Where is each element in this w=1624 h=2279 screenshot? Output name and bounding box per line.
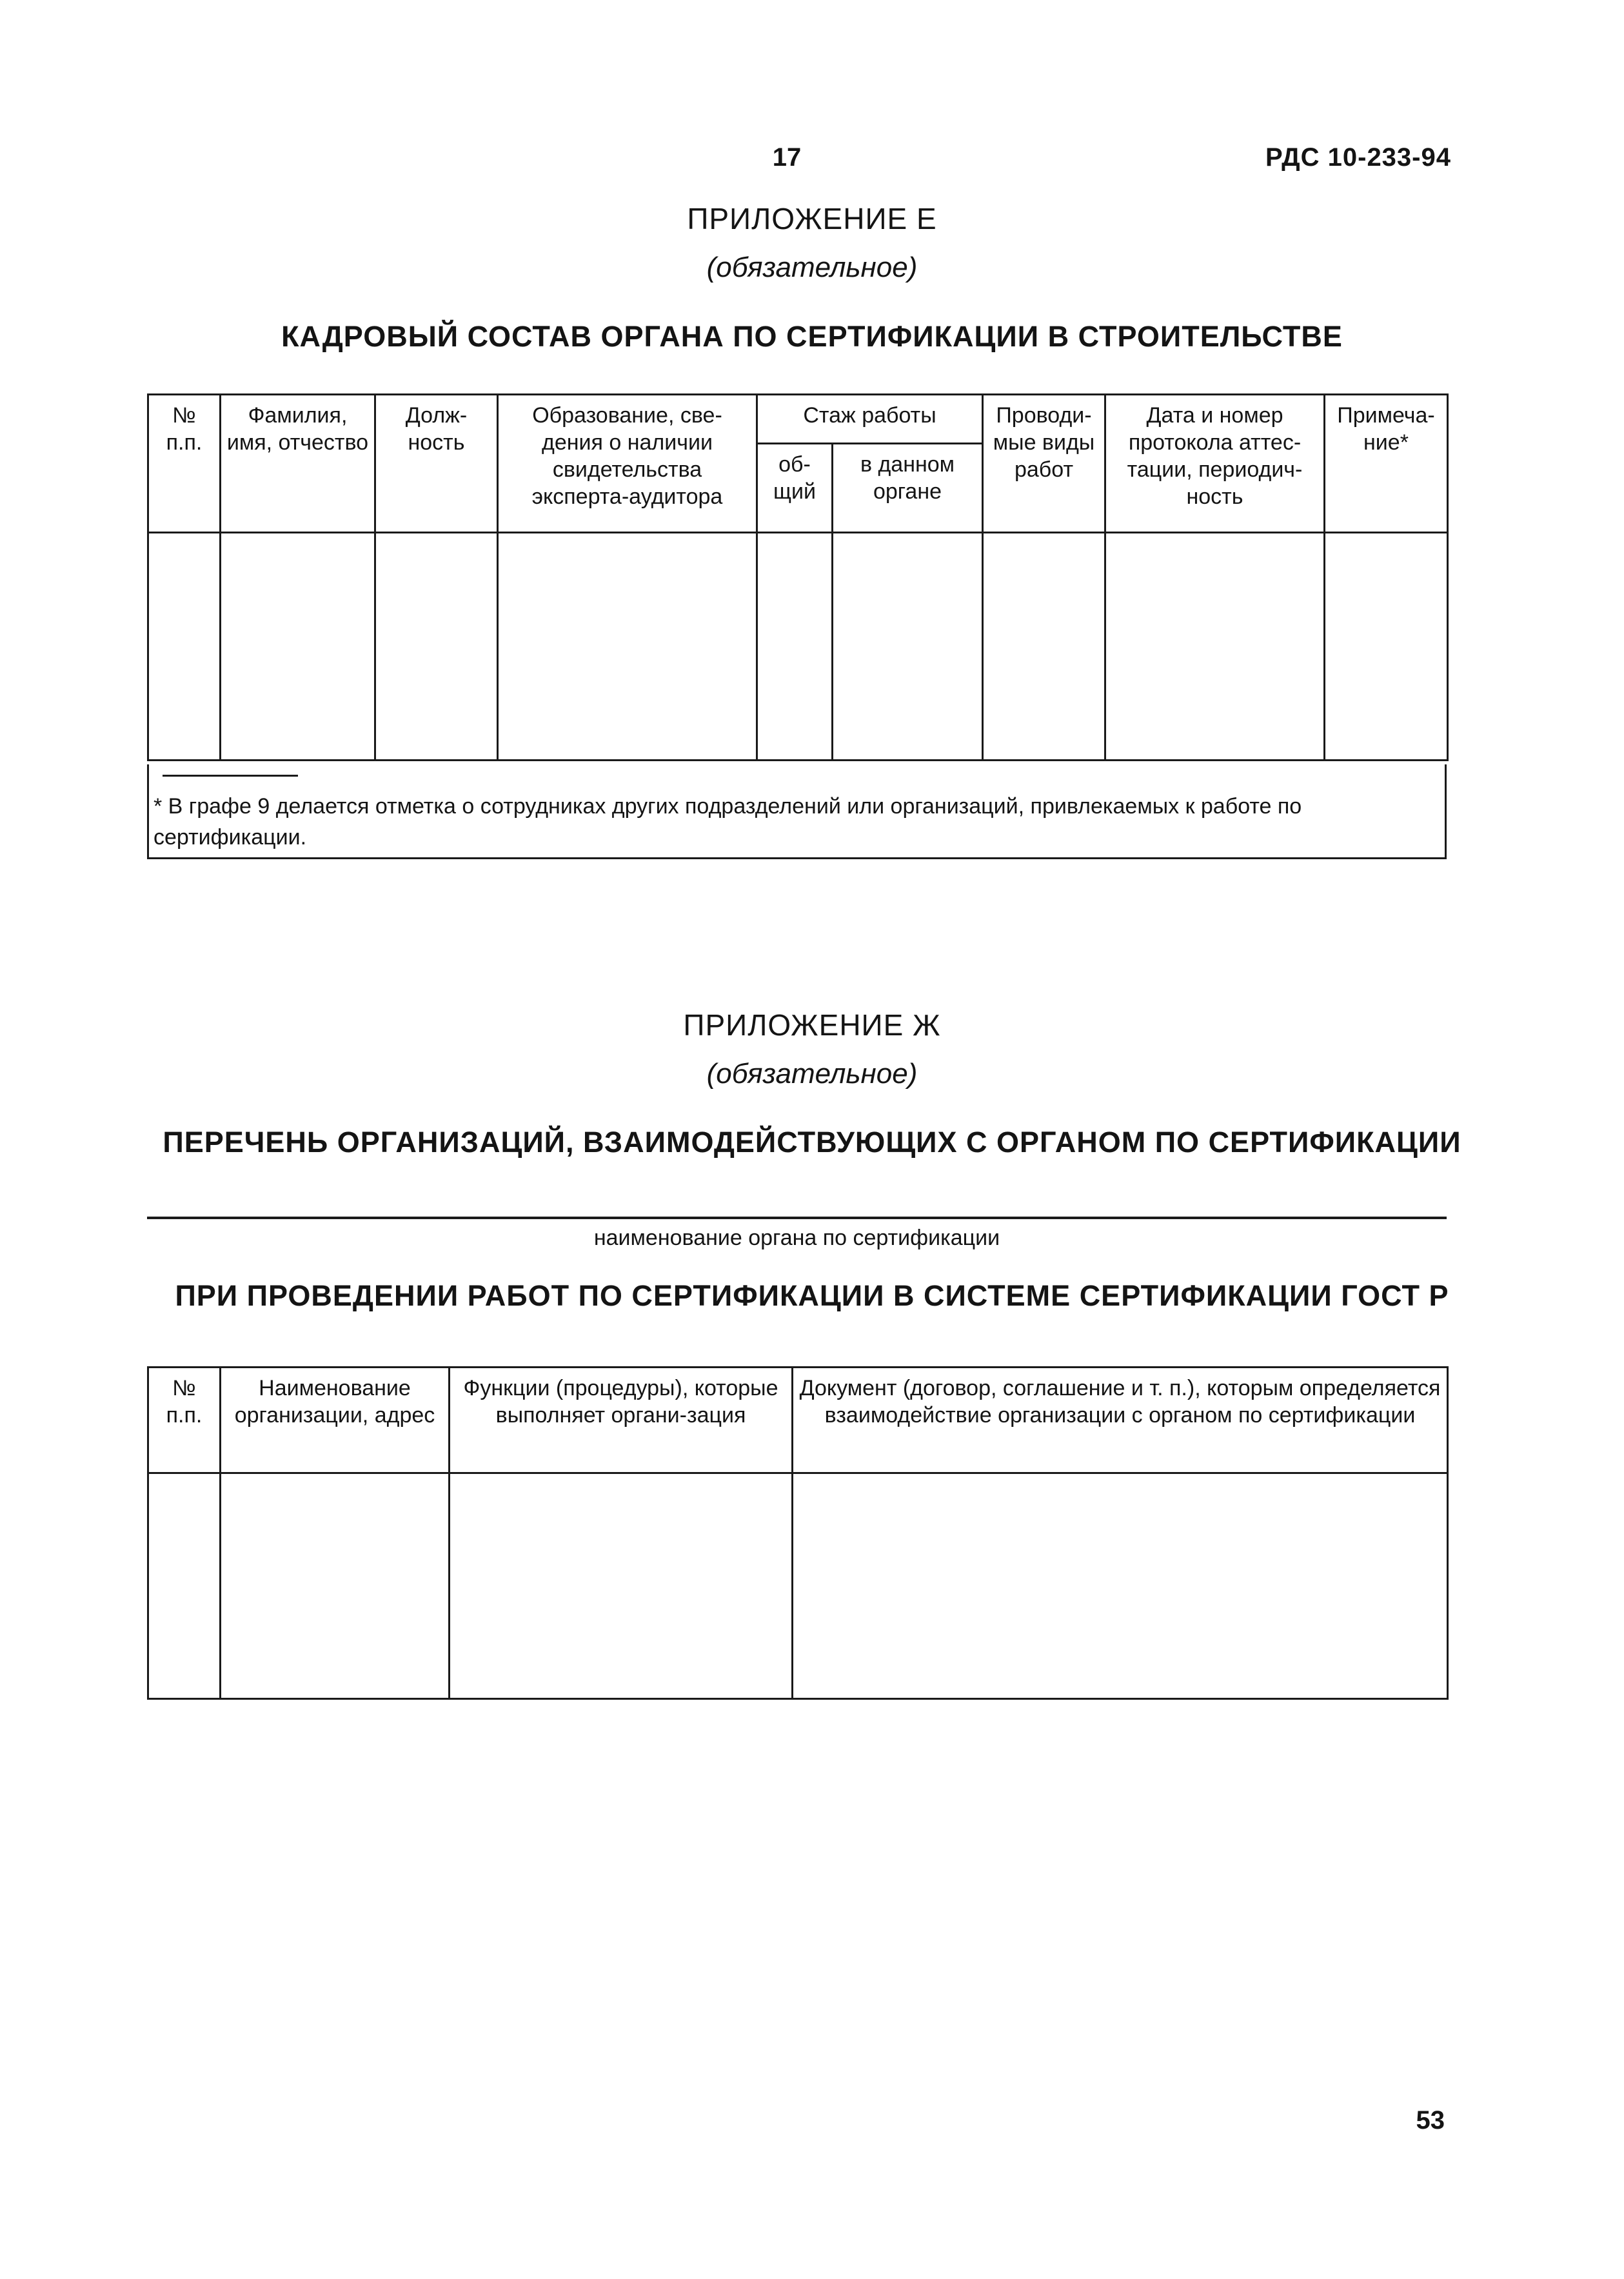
table-cell <box>833 533 983 761</box>
col-header-note: Примеча-ние* <box>1325 395 1448 533</box>
table-cell <box>498 533 757 761</box>
footnote: * В графе 9 делается отметка о сотрудниках других подразделений или организаций, привлекаемых к работе по сертификации. <box>153 794 1302 850</box>
staff-table <box>147 393 1449 761</box>
appendix-e-title: КАДРОВЫЙ СОСТАВ ОРГАНА ПО СЕРТИФИКАЦИИ В СТРОИТЕЛЬСТВЕ <box>281 320 1343 353</box>
col-header-number: № п.п. <box>148 1368 221 1473</box>
page-number-bottom: 53 <box>1416 2106 1445 2135</box>
col-header-name: Фамилия, имя, отчество <box>221 395 375 533</box>
table-cell <box>983 533 1105 761</box>
table-cell <box>1325 533 1448 761</box>
org-name-line <box>147 1217 1447 1219</box>
table-cell <box>148 1473 221 1699</box>
appendix-e-status: (обязательное) <box>706 252 918 283</box>
col-header-work-types: Проводи-мые виды работ <box>983 395 1105 533</box>
table-cell <box>757 533 833 761</box>
org-name-caption: наименование органа по сертификации <box>593 1226 1000 1250</box>
col-header-experience-total: об-щий <box>757 444 833 533</box>
table-row <box>148 1473 1448 1699</box>
col-header-attestation: Дата и номер протокола аттес-тации, периодич-ность <box>1105 395 1325 533</box>
table-cell <box>221 533 375 761</box>
document-number: РДС 10-233-94 <box>1265 143 1451 172</box>
col-header-education: Образование, све-дения о наличии свидетельства эксперта-аудитора <box>498 395 757 533</box>
table-cell <box>221 1473 450 1699</box>
table-cell <box>450 1473 793 1699</box>
appendix-zh-status: (обязательное) <box>706 1058 918 1090</box>
appendix-zh-title: ПЕРЕЧЕНЬ ОРГАНИЗАЦИЙ, ВЗАИМОДЕЙСТВУЮЩИХ С ОРГАНОМ ПО СЕРТИФИКАЦИИ <box>163 1126 1461 1159</box>
col-header-position: Долж-ность <box>375 395 498 533</box>
page-number-top: 17 <box>772 143 802 172</box>
table-cell <box>375 533 498 761</box>
col-header-organization: Наименование организации, адрес <box>221 1368 450 1473</box>
table-cell <box>1105 533 1325 761</box>
col-header-document: Документ (договор, соглашение и т. п.), которым определяется взаимодействие организации с органом по сертификации <box>793 1368 1448 1473</box>
appendix-zh-subtitle: ПРИ ПРОВЕДЕНИИ РАБОТ ПО СЕРТИФИКАЦИИ В СИСТЕМЕ СЕРТИФИКАЦИИ ГОСТ Р <box>175 1279 1449 1312</box>
organizations-table <box>147 1366 1449 1700</box>
table-row <box>148 533 1448 761</box>
appendix-zh-label: ПРИЛОЖЕНИЕ Ж <box>683 1008 941 1042</box>
table-cell <box>148 533 221 761</box>
footnote-divider <box>163 775 298 777</box>
appendix-e-label: ПРИЛОЖЕНИЕ Е <box>687 202 937 235</box>
col-header-experience-org: в данном органе <box>833 444 983 533</box>
col-header-functions: Функции (процедуры), которые выполняет органи-зация <box>450 1368 793 1473</box>
table-cell <box>793 1473 1448 1699</box>
col-header-experience: Стаж работы <box>757 395 983 444</box>
col-header-number: № п.п. <box>148 395 221 533</box>
